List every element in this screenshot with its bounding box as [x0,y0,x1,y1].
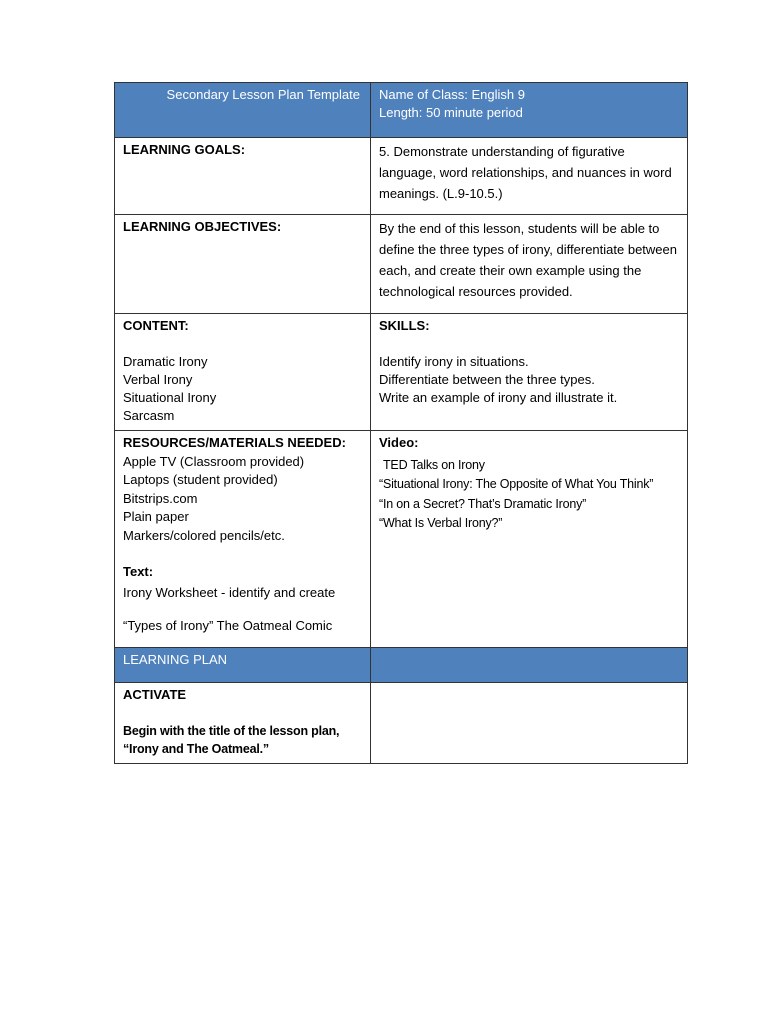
objectives-label: LEARNING OBJECTIVES: [123,219,282,234]
objectives-text-cell [371,215,688,314]
learning-plan-empty-cell [371,648,688,683]
learning-plan-label: LEARNING PLAN [123,652,228,667]
resources-cell [115,431,371,648]
activate-empty-cell [371,683,688,764]
activate-cell [115,683,371,764]
class-name: Name of Class: English 9 [379,87,525,102]
skills-item: Identify irony in situations. [379,354,529,369]
content-label: CONTENT: [123,318,189,333]
skills-item: Differentiate between the three types. [379,372,595,387]
resources-video-row [115,431,688,648]
video-cell [371,431,688,648]
video-label: Video: [379,435,419,450]
goals-text: 5. Demonstrate understanding of figurative language, word relationships, and nuances in word meanings. (L.9-10.5.) [379,144,672,201]
skills-item: Write an example of irony and illustrate it. [379,390,618,405]
skills-cell [371,314,688,431]
lesson-plan-table [114,82,688,764]
template-title-cell [115,83,371,138]
activate-label: ACTIVATE [123,687,187,702]
resource-item: Markers/colored pencils/etc. [123,527,285,543]
goals-label-cell [115,138,371,215]
objectives-row [115,215,688,314]
video-item: “Situational Irony: The Opposite of What You Think” [379,477,654,491]
resource-item: Laptops (student provided) [123,472,278,487]
content-cell [115,314,371,431]
content-item: Verbal Irony [123,372,193,387]
resources-label: RESOURCES/MATERIALS NEEDED: [123,435,346,450]
goals-text-cell [371,138,688,215]
video-item: “What Is Verbal Irony?” [379,516,503,530]
resource-item: Apple TV (Classroom provided) [123,453,305,469]
text-label: Text: [123,564,154,579]
header-row [115,83,688,138]
learning-plan-cell [115,648,371,683]
learning-plan-row [115,648,688,683]
video-item: “In on a Secret? That’s Dramatic Irony” [379,496,587,511]
content-item: Sarcasm [123,408,175,423]
content-item: Dramatic Irony [123,354,208,369]
objectives-text: By the end of this lesson, students will be able to define the three types of irony, differentiate between each, and create their own example using the technological resources provided. [379,221,677,299]
resource-item: Plain paper [123,509,189,524]
resource-item: Bitstrips.com [123,490,198,506]
goals-label: LEARNING GOALS: [123,142,246,157]
goals-row [115,138,688,215]
text-item: “Types of Irony” The Oatmeal Comic [123,618,333,633]
content-skills-row [115,314,688,431]
text-item: Irony Worksheet - identify and create [123,584,336,600]
activate-row [115,683,688,764]
class-info-cell [371,83,688,138]
activate-text: Begin with the title of the lesson plan, [123,724,340,738]
skills-label: SKILLS: [379,318,430,333]
activate-text: “Irony and The Oatmeal.” [123,742,269,756]
objectives-label-cell [115,215,371,314]
lesson-length: Length: 50 minute period [379,105,523,120]
video-item: TED Talks on Irony [383,457,485,472]
template-title: Secondary Lesson Plan Template [166,87,360,102]
content-item: Situational Irony [123,390,217,405]
